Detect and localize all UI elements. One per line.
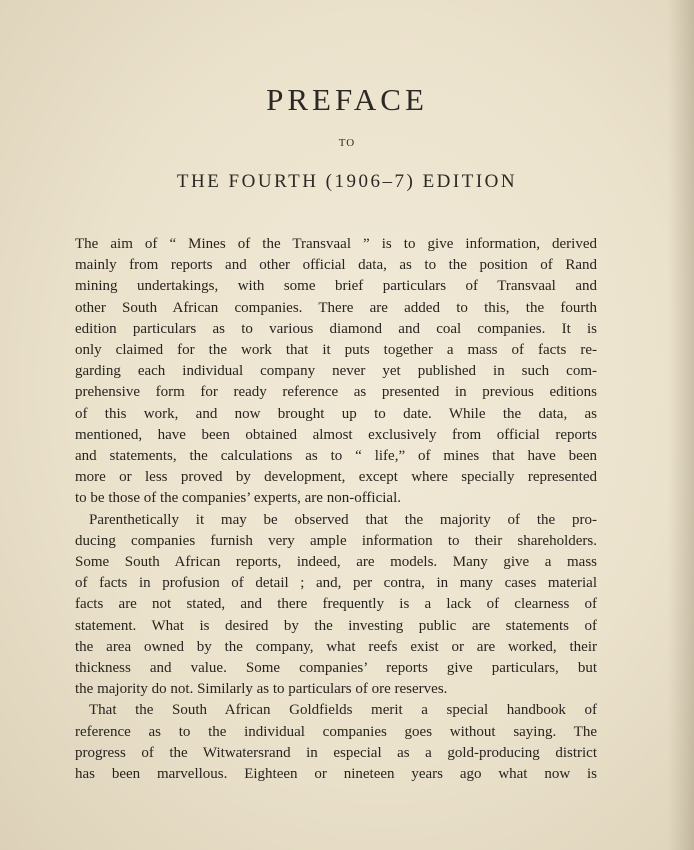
text-line: facts are not stated, and there frequently is a lack of clearness of: [75, 596, 597, 613]
text-line: only claimed for the work that it puts together a mass of facts re-: [75, 342, 597, 359]
page-title: PREFACE: [266, 82, 428, 117]
text-line: to be those of the companies’ experts, are non-official.: [75, 490, 401, 507]
text-line: progress of the Witwatersrand in especial as a gold-producing district: [75, 744, 597, 761]
text-line: mining undertakings, with some brief particulars of Transvaal and: [75, 278, 597, 295]
text-line: prehensive form for ready reference as presented in previous editions: [75, 384, 597, 401]
text-line: reference as to the individual companies goes without saying. The: [75, 723, 597, 740]
text-line: of facts in profusion of detail ; and, per contra, in many cases material: [75, 575, 597, 592]
text-line: other South African companies. There are added to this, the fourth: [75, 299, 597, 316]
text-line: That the South African Goldfields merit a special handbook of: [89, 702, 597, 719]
text-line: thickness and value. Some companies’ reports give particulars, but: [75, 660, 597, 677]
text-line: the area owned by the company, what reefs exist or are worked, their: [75, 638, 597, 655]
edition-subtitle: THE FOURTH (1906–7) EDITION: [176, 171, 518, 192]
text-line: the majority do not. Similarly as to particulars of ore reserves.: [75, 681, 448, 698]
text-line: Some South African reports, indeed, are models. Many give a mass: [75, 554, 597, 571]
text-line: more or less proved by development, except where specially represented: [75, 469, 597, 486]
text-line: has been marvellous. Eighteen or nineteen years ago what now is: [75, 766, 597, 783]
text-line: and statements, the calculations as to “ life,” of mines that have been: [75, 448, 597, 465]
text-line: mentioned, have been obtained almost exclusively from official reports: [75, 426, 597, 443]
text-line: The aim of “ Mines of the Transvaal ” is to give information, derived: [75, 236, 597, 252]
text-line: statement. What is desired by the investing public are statements of: [75, 617, 597, 634]
title-connector: TO: [338, 137, 356, 149]
text-line: edition particulars as to various diamond and coal companies. It is: [75, 320, 597, 337]
page-edge-shadow: [668, 0, 694, 850]
text-line: of this work, and now brought up to date. While the data, as: [75, 405, 597, 422]
text-line: garding each individual company never yet published in such com-: [75, 363, 597, 380]
text-line: ducing companies furnish very ample information to their shareholders.: [75, 532, 597, 549]
preface-body: [75, 234, 597, 785]
text-line: Parenthetically it may be observed that the majority of the pro-: [89, 511, 597, 528]
text-line: mainly from reports and other official data, as to the position of Rand: [75, 257, 597, 274]
